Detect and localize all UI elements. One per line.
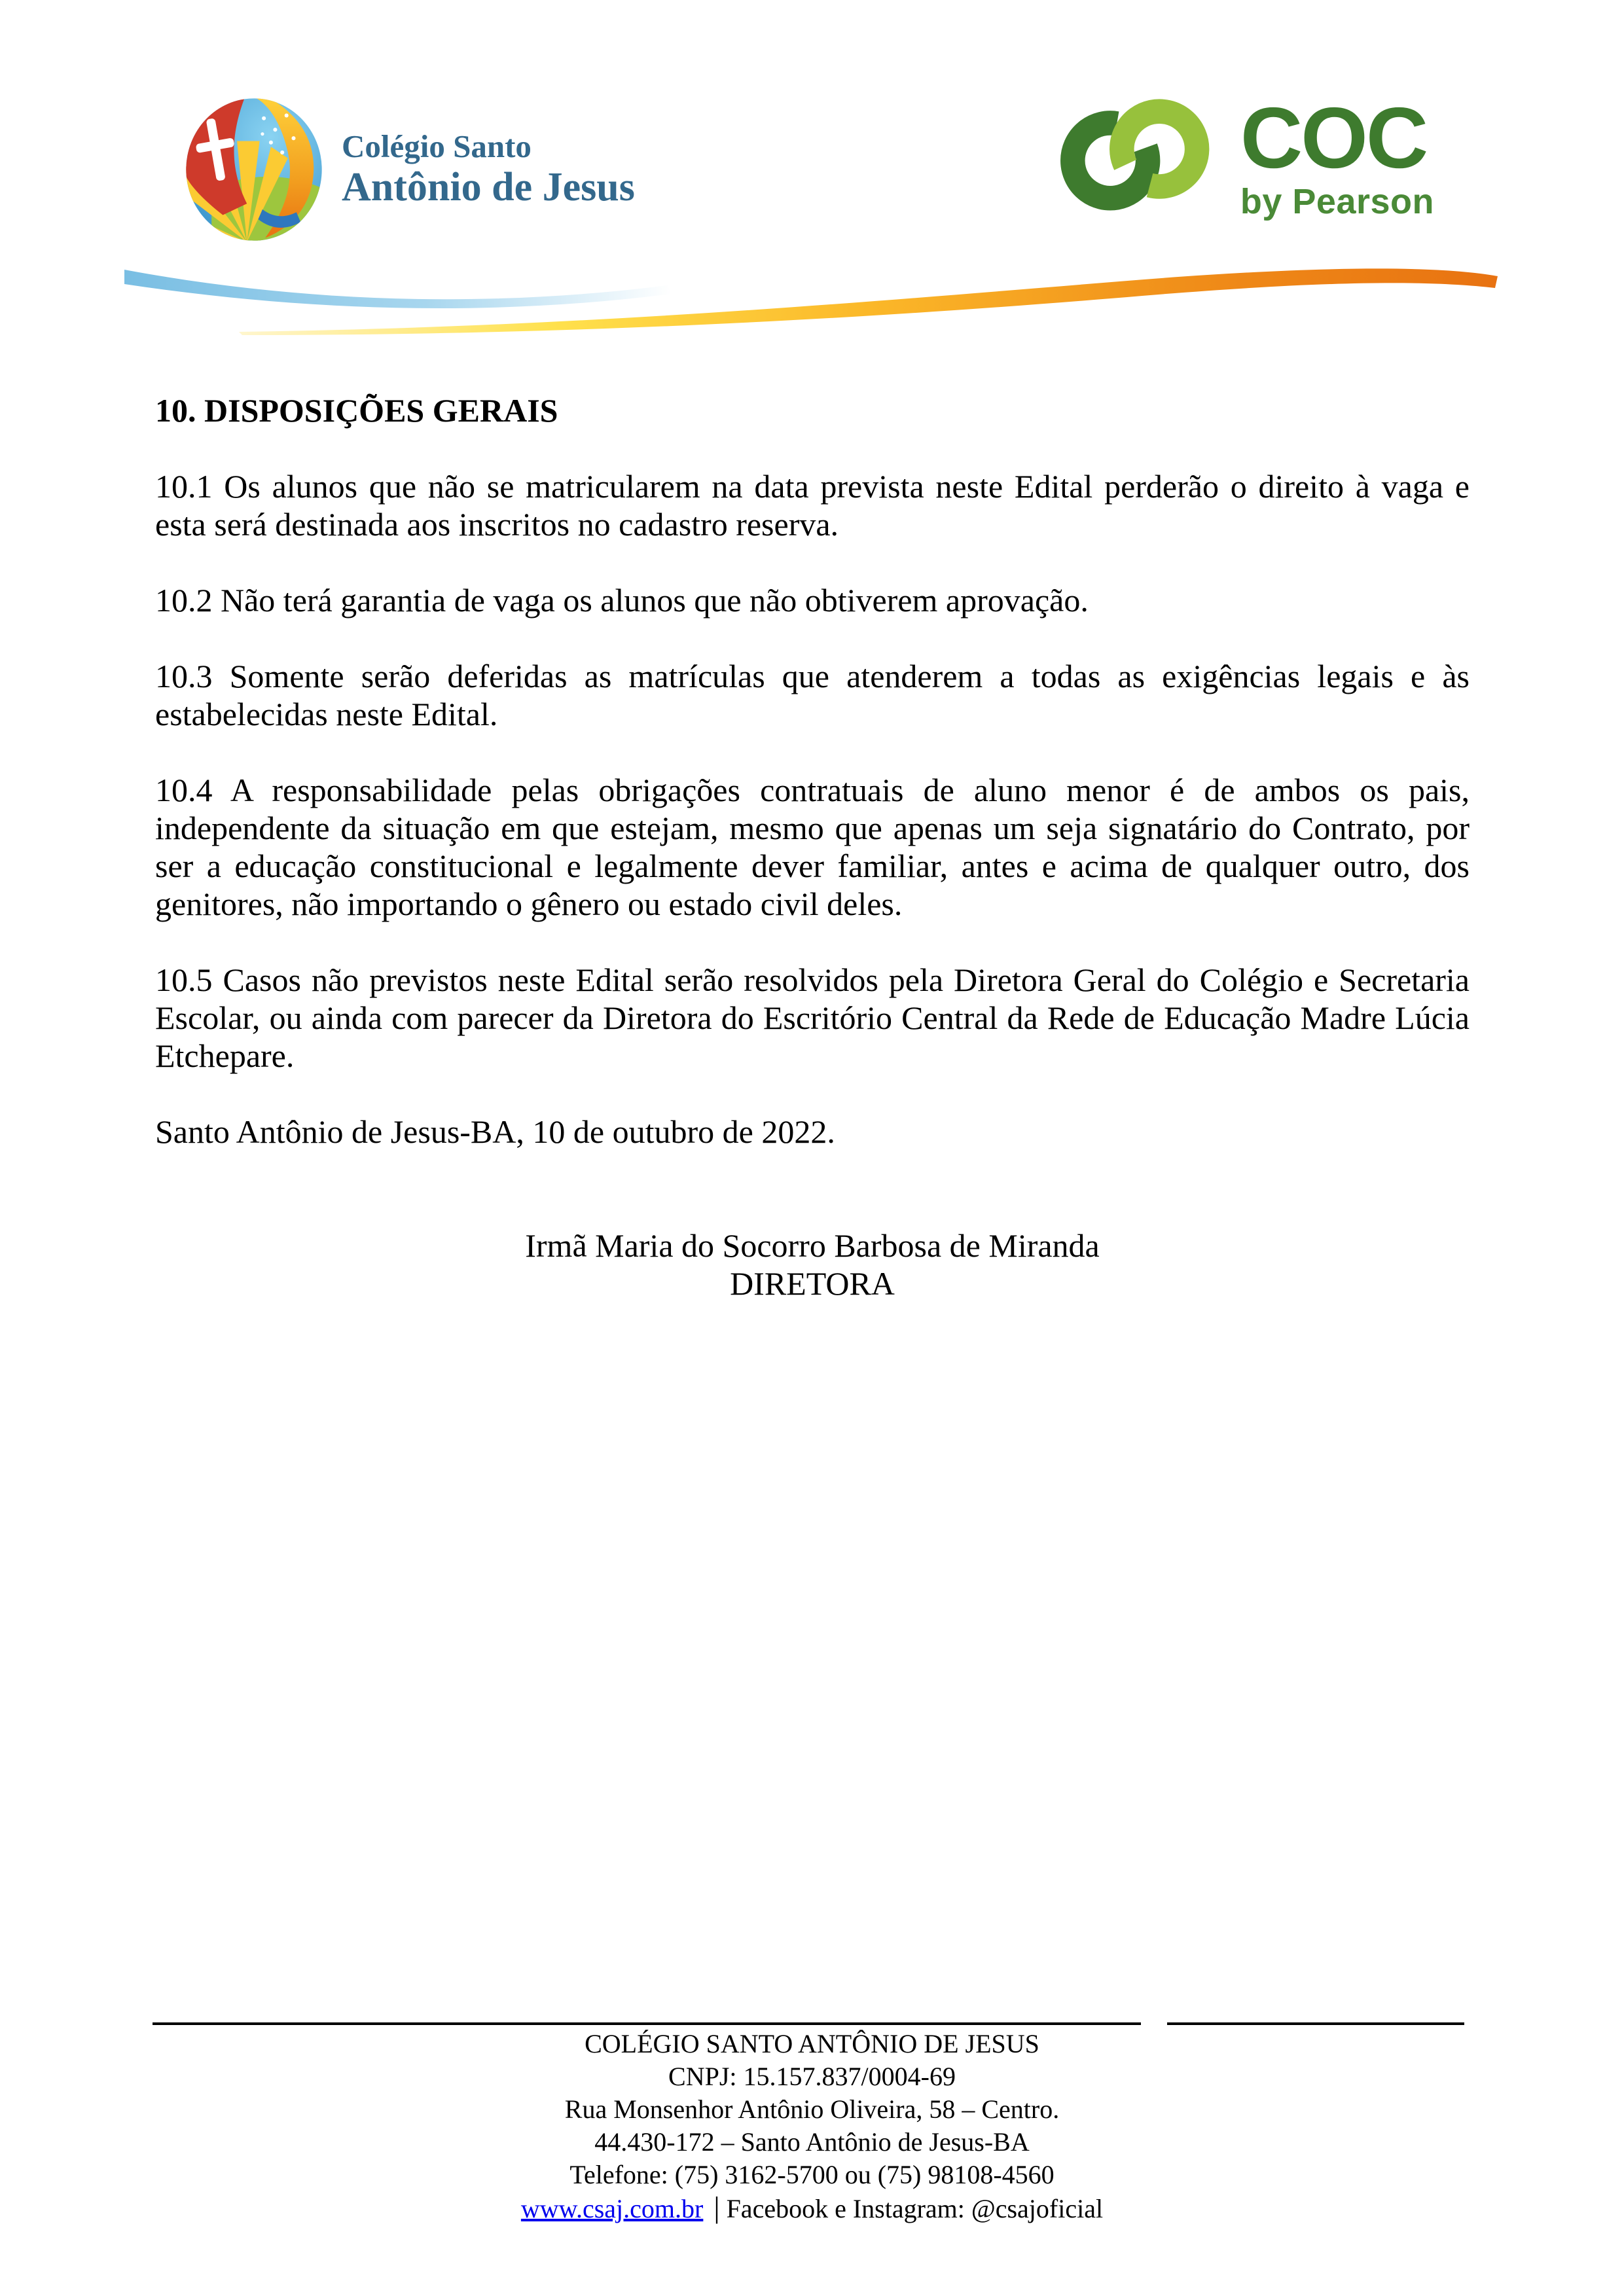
footer-social-line <box>0 2191 1624 2225</box>
paragraph-10-4: 10.4 A responsabilidade pelas obrigações contratuais de aluno menor é de ambos os pais, independente da situação em que estejam, mesmo que apenas um seja signatário do Contrato, por ser a educação constitucional e legalmente dever familiar, antes e acima de qualquer outro, dos genitores, não importando o gênero ou estado civil deles. <box>155 772 1470 922</box>
footer-address: Rua Monsenhor Antônio Oliveira, 58 – Centro. <box>564 2094 1060 2124</box>
footer <box>0 2011 1624 2225</box>
website-link[interactable]: www.csaj.com.br <box>520 2194 704 2223</box>
paragraph-10-3: 10.3 Somente serão deferidas as matrículas que atenderem a todas as exigências legais e às estabelecidas neste Edital. <box>155 658 1470 732</box>
footer-divider <box>0 2011 1624 2028</box>
social-handles: Facebook e Instagram: @csajoficial <box>726 2194 1104 2223</box>
paragraph-10-5: 10.5 Casos não previstos neste Edital serão resolvidos pela Diretora Geral do Colégio e Secretaria Escolar, ou ainda com parecer da Diretora do Escritório Central da Rede de Educação Madre Lúcia Etchepare. <box>155 961 1470 1074</box>
coc-rings-icon <box>1060 97 1213 213</box>
header <box>183 92 1434 243</box>
coc-wordmark-block <box>1240 90 1434 222</box>
footer-divider-left <box>153 2022 1141 2025</box>
paragraph-10-1: 10.1 Os alunos que não se matricularem na data prevista neste Edital perderão o direito à vaga e esta será destinada aos inscritos no cadastro reserva. <box>155 468 1470 543</box>
school-emblem-icon <box>183 96 325 243</box>
footer-school-name: COLÉGIO SANTO ANTÔNIO DE JESUS <box>585 2029 1039 2058</box>
swoosh-divider <box>124 253 1499 338</box>
section-heading: 10. DISPOSIÇÕES GERAIS <box>155 392 558 429</box>
signature-name: Irmã Maria do Socorro Barbosa de Miranda <box>525 1227 1100 1264</box>
school-name-line1: Colégio Santo <box>342 128 532 164</box>
coc-subtitle: by Pearson <box>1240 182 1434 222</box>
school-logo <box>183 96 635 243</box>
footer-cnpj: CNPJ: 15.157.837/0004-69 <box>668 2062 956 2091</box>
footer-phone: Telefone: (75) 3162-5700 ou (75) 98108-4560 <box>569 2160 1055 2189</box>
footer-divider-right <box>1167 2022 1464 2025</box>
footer-city: 44.430-172 – Santo Antônio de Jesus-BA <box>594 2127 1030 2157</box>
signature-block <box>155 1227 1470 1302</box>
coc-wordmark: COC <box>1240 90 1427 186</box>
school-name-line2: Antônio de Jesus <box>342 164 635 209</box>
separator-bar: | <box>713 2191 720 2224</box>
school-name <box>342 129 635 210</box>
signature-title: DIRETORA <box>730 1265 895 1302</box>
document-body <box>155 391 1470 1302</box>
coc-logo <box>1060 90 1434 222</box>
date-line: Santo Antônio de Jesus-BA, 10 de outubro de 2022. <box>155 1113 835 1150</box>
paragraph-10-2: 10.2 Não terá garantia de vaga os alunos que não obtiverem aprovação. <box>155 582 1089 619</box>
